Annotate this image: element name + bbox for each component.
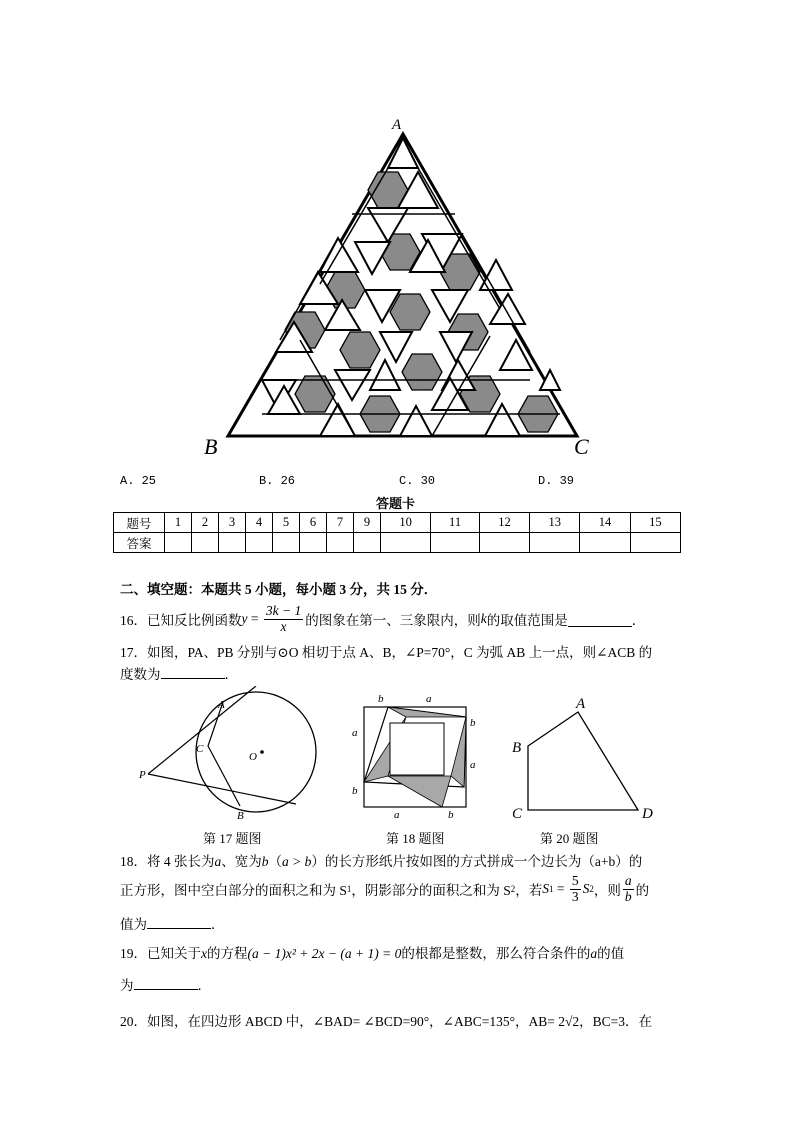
q18-fraction — [570, 874, 581, 903]
question-16: 16．已知反比例函数 y = $\frac{3k - 1}{x}$ 的图象在第一、三象限内，则 k 的取值范围是 ． — [120, 603, 646, 634]
question-18-line2 — [120, 868, 649, 910]
option-d[interactable]: D. 39 — [538, 474, 575, 488]
q18-var-b: b — [261, 854, 269, 869]
q17-line2: 度数为 — [120, 667, 161, 682]
q19-text: 的值 — [597, 946, 625, 961]
option-a[interactable]: A. 25 — [120, 474, 157, 488]
q18-ab-fraction — [623, 874, 634, 903]
q18-frac-den: 3 — [571, 888, 579, 904]
question-number: 10 — [381, 513, 431, 533]
fig17-label-c: C — [196, 743, 204, 755]
q16-prefix: 16．已知反比例函数 — [120, 613, 242, 628]
question-number: 3 — [219, 513, 246, 533]
question-number: 2 — [192, 513, 219, 533]
q16-middle: 的图象在第一、三象限内，则 — [305, 613, 481, 628]
answer-cell[interactable] — [530, 533, 580, 553]
q19-text: 的根都是整数，那么符合条件的 — [401, 946, 591, 961]
q19-answer-blank[interactable] — [134, 975, 198, 990]
answer-cell[interactable] — [327, 533, 354, 553]
option-b[interactable]: B. 26 — [259, 474, 296, 488]
answer-card-answer-header: 答案 — [114, 533, 165, 553]
q18-ab-den: b — [624, 888, 632, 904]
triangle-figure — [200, 104, 600, 464]
section-heading: 二、填空题：本题共 5 小题，每小题 3 分，共 15 分． — [120, 582, 438, 597]
figure-17 — [136, 686, 322, 820]
q18-var-a: a — [214, 854, 222, 869]
q18-line3: 值为 — [120, 917, 147, 932]
q16-numerator: 3k − 1 — [265, 603, 302, 619]
fig18-label-a-bottom: a — [394, 809, 400, 821]
vertex-label-c: C — [574, 434, 589, 459]
answer-cell[interactable] — [219, 533, 246, 553]
q16-fraction — [264, 604, 303, 633]
q16-suffix: 的取值范围是 — [486, 613, 568, 628]
q20-line1: 20．如图，在四边形 ABCD 中，∠BAD= ∠BCD=90°，∠ABC=135°，AB= 2√2，BC=3．在 — [120, 1014, 652, 1029]
q19-var-a: a — [590, 946, 598, 961]
q18-text: ，若 — [515, 883, 543, 898]
q18-text: ，则 — [593, 883, 621, 898]
fig20-label-c: C — [512, 806, 523, 822]
question-17-line2: 度数为 ． — [120, 663, 238, 683]
q18-text: 、宽为 — [221, 854, 262, 869]
question-number: 11 — [431, 513, 480, 533]
vertex-label-b: B — [204, 434, 218, 459]
q16-denominator: x — [280, 618, 287, 634]
q16-answer-blank[interactable] — [568, 612, 632, 627]
fig18-label-a-left: a — [352, 727, 358, 739]
q19-line2: 为 — [120, 978, 134, 993]
q18-ab-num: a — [624, 873, 632, 889]
question-number: 12 — [479, 513, 529, 533]
q18-condition: a > b — [282, 854, 312, 869]
fig18-label-b-right: b — [470, 717, 476, 729]
question-19-line1 — [120, 942, 624, 962]
q18-text: 18．将 4 张长为 — [120, 854, 215, 869]
question-number: 13 — [530, 513, 580, 533]
answer-cell[interactable] — [273, 533, 300, 553]
q19-var-x: x — [201, 946, 207, 961]
answer-cell[interactable] — [246, 533, 273, 553]
fig17-label-o: O — [249, 751, 257, 763]
question-number: 1 — [165, 513, 192, 533]
answer-card-number-header: 题号 — [114, 513, 165, 533]
answer-cell[interactable] — [580, 533, 630, 553]
fig18-caption: 第 18 题图 — [386, 831, 445, 846]
question-number: 6 — [300, 513, 327, 533]
question-number: 15 — [630, 513, 680, 533]
question-18-line1 — [120, 850, 642, 870]
fig17-caption: 第 17 题图 — [203, 831, 262, 846]
q19-text: 的方程 — [207, 946, 248, 961]
question-number: 9 — [354, 513, 381, 533]
q17-line1: 17．如图，PA、PB 分别与⊙O 相切于点 A、B，∠P=70°，C 为弧 AB 上一点，则∠ACB 的 — [120, 645, 653, 660]
question-number: 7 — [327, 513, 354, 533]
fig17-label-b: B — [237, 810, 244, 820]
q19-equation: (a − 1)x² + 2x − (a + 1) = 0 — [247, 946, 402, 961]
answer-cell[interactable] — [300, 533, 327, 553]
answer-cell[interactable] — [630, 533, 680, 553]
fig18-label-a-top: a — [426, 693, 432, 705]
q18-sub: 1 — [549, 884, 554, 894]
q16-k: k — [480, 611, 487, 626]
fig20-caption: 第 20 题图 — [540, 831, 599, 846]
question-19-line2: 为 ． — [120, 974, 211, 994]
question-number: 5 — [273, 513, 300, 533]
q18-text: 的 — [635, 883, 650, 898]
fig18-label-a-right: a — [470, 759, 476, 771]
fig20-label-d: D — [642, 806, 653, 822]
q16-eq: = — [247, 611, 262, 626]
q19-text: 19．已知关于 — [120, 946, 201, 961]
fig20-label-a: A — [576, 696, 586, 712]
question-number: 14 — [580, 513, 630, 533]
answer-card-number-row — [114, 513, 681, 533]
q18-sub: 2 — [589, 884, 594, 894]
answer-cell[interactable] — [479, 533, 529, 553]
answer-cell[interactable] — [192, 533, 219, 553]
fig20-label-b: B — [512, 740, 522, 756]
q18-text: ，阴影部分的面积之和为 S — [351, 883, 511, 898]
q18-sub: 1 — [346, 884, 352, 894]
q18-text: 正方形，图中空白部分的面积之和为 S — [120, 883, 347, 898]
fig18-label-b-bottom: b — [448, 809, 454, 821]
question-number: 4 — [246, 513, 273, 533]
answer-card-title: 答题卡 — [376, 496, 416, 511]
q16-y: y — [241, 611, 248, 626]
answer-card-answer-row — [114, 533, 681, 553]
answer-cell[interactable] — [354, 533, 381, 553]
fig17-label-a: A — [218, 699, 225, 711]
vertex-label-a: A — [392, 117, 402, 133]
figure-20 — [506, 694, 660, 824]
q18-s2: S — [582, 881, 590, 896]
q18-s1: S — [542, 881, 550, 896]
answer-cell[interactable] — [431, 533, 480, 553]
q18-frac-num: 5 — [571, 873, 579, 889]
q18-answer-blank[interactable] — [147, 914, 211, 929]
q18-text: （ — [268, 854, 282, 869]
figure-18 — [346, 690, 482, 822]
question-18-line3: 值为 ． — [120, 913, 225, 933]
q17-answer-blank[interactable] — [161, 664, 225, 679]
answer-cell[interactable] — [381, 533, 431, 553]
option-c[interactable]: C. 30 — [399, 474, 436, 488]
fig18-label-b-left: b — [352, 785, 358, 797]
fig17-label-p: P — [139, 769, 146, 781]
answer-cell[interactable] — [165, 533, 192, 553]
answer-card-table — [113, 512, 681, 553]
q18-eq: = — [553, 881, 568, 896]
fig18-label-b-top: b — [378, 693, 384, 705]
q18-sub: 2 — [510, 884, 516, 894]
q18-text: ）的长方形纸片按如图的方式拼成一个边长为（a+b）的 — [311, 854, 643, 869]
